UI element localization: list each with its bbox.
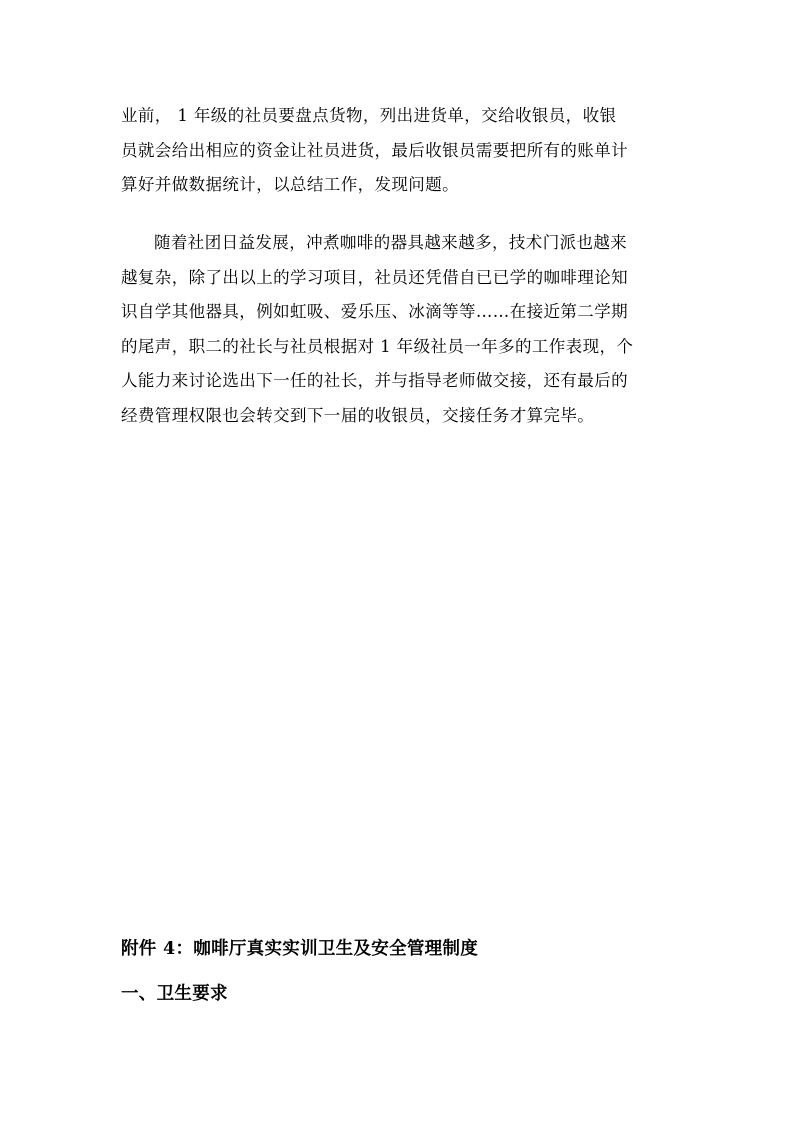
section-title: 一、卫生要求 — [121, 984, 228, 1004]
paragraph-development — [121, 226, 681, 433]
text-line: 随着社团日益发展，冲煮咖啡的器具越来越多，技术门派也越来 — [154, 233, 628, 252]
text-line: 算好并做数据统计，以总结工作，发现问题。 — [121, 175, 459, 194]
paragraph-continuation — [121, 99, 681, 203]
text-line: 员就会给出相应的资金让社员进货，最后收银员需要把所有的账单计 — [121, 140, 628, 160]
attachment-title: 附件 4：咖啡厅真实实训卫生及安全管理制度 — [121, 939, 479, 959]
text-line: 越复杂，除了出以上的学习项目，社员还凭借自已已学的咖啡理论知 — [121, 267, 628, 287]
text-line: 的尾声，职二的社长与社员根据对 1 年级社员一年多的工作表现，个 — [121, 336, 634, 356]
text-line: 人能力来讨论选出下一任的社长，并与指导老师做交接，还有最后的 — [121, 371, 628, 390]
text-line: 识自学其他器具，例如虹吸、爱乐压、冰滴等等……在接近第二学期 — [121, 302, 628, 321]
text-line: 业前， 1 年级的社员要盘点货物，列出进货单，交给收银员，收银 — [121, 106, 617, 125]
text-line: 经费管理权限也会转交到下一届的收银员，交接任务才算完毕。 — [121, 405, 595, 425]
